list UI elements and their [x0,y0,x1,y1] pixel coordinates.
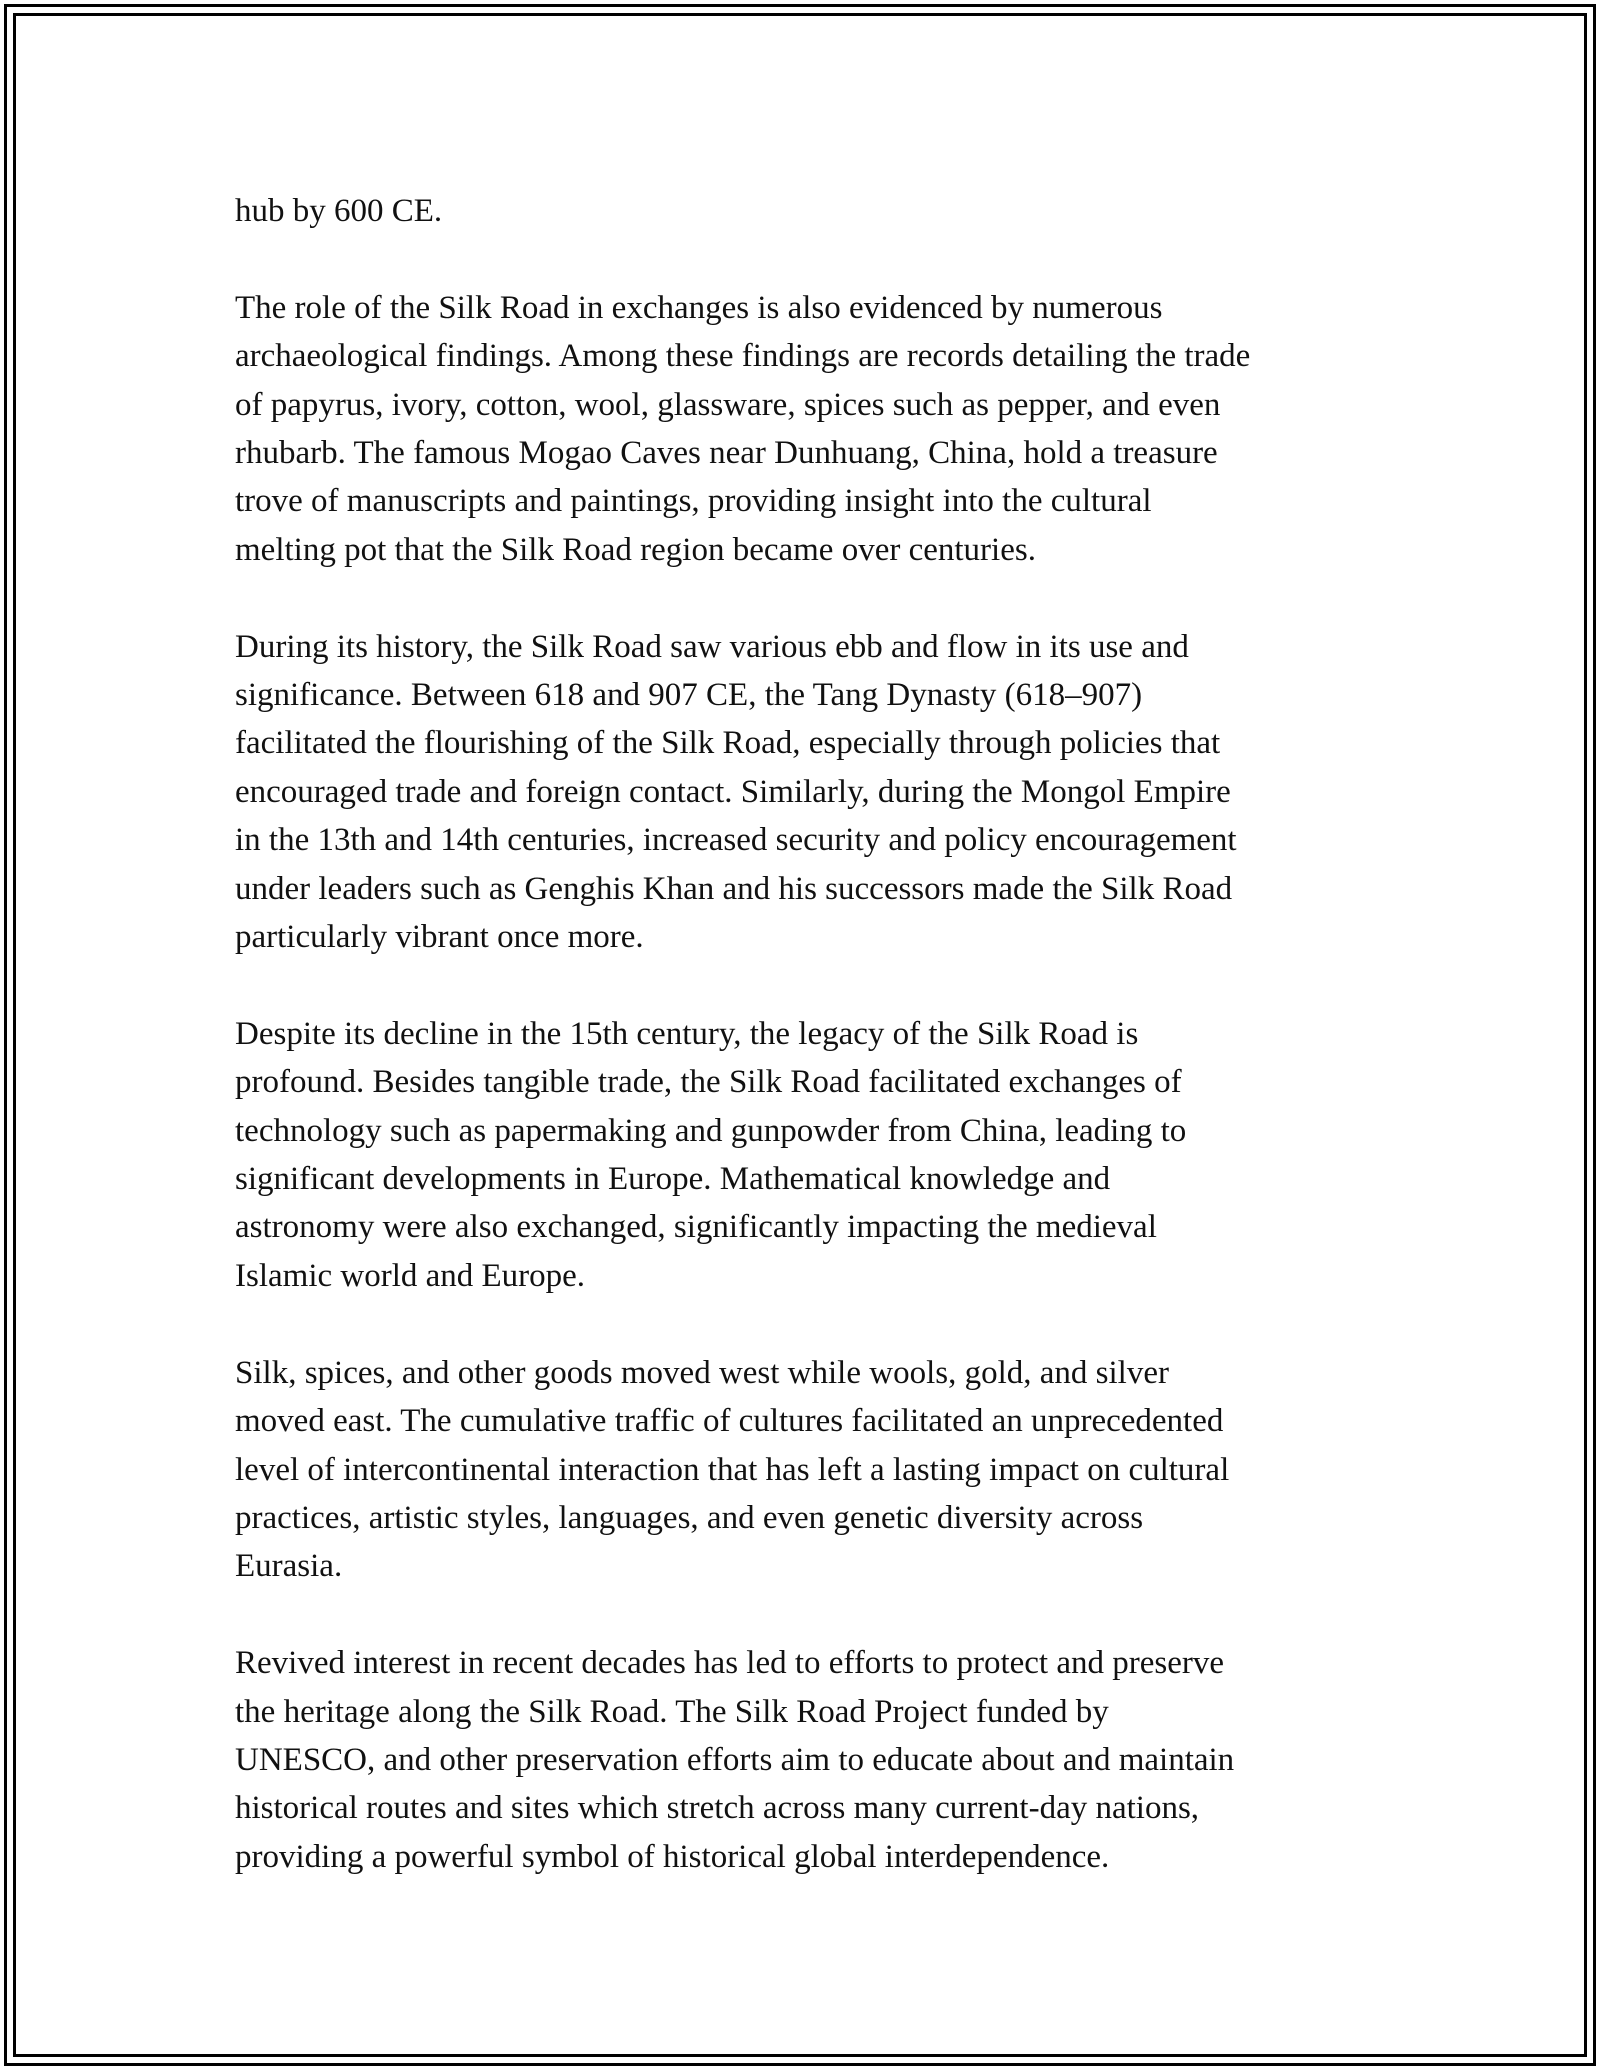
document-body [235,187,1385,1930]
paragraph: hub by 600 CE. [235,193,443,229]
paragraph: Revived interest in recent decades has led to efforts to protect and preserve the heritage along the Silk Road. The Silk Road Project funded by UNESCO, and other preservation efforts aim to educate about and maintain historical routes and sites which stretch across many current-day nations, providing a powerful symbol of historical global interdependence. [235,1645,1235,1875]
paragraph: During its history, the Silk Road saw various ebb and flow in its use and significance. Between 618 and 907 CE, the Tang Dynasty (618–907) facilitated the flourishing of the Silk Road, especially through policies that encouraged trade and foreign contact. Similarly, during the Mongol Empire in the 13th and 14th centuries, increased security and policy encouragement under leaders such as Genghis Khan and his successors made the Silk Road particularly vibrant once more. [235,628,1237,956]
paragraph: Silk, spices, and other goods moved west while wools, gold, and silver moved east. The cumulative traffic of cultures facilitated an unprecedented level of intercontinental interaction that has left a lasting impact on cultural practices, artistic styles, languages, and even genetic diversity across Eurasia. [235,1354,1230,1585]
paragraph: Despite its decline in the 15th century, the legacy of the Silk Road is profound. Besides tangible trade, the Silk Road facilitated exchanges of technology such as papermaking and gunpowder from China, leading to significant developments in Europe. Mathematical knowledge and astronomy were also exchanged, significantly impacting the medieval Islamic world and Europe. [235,1015,1187,1294]
paragraph: The role of the Silk Road in exchanges is also evidenced by numerous archaeological findings. Among these findings are records detailing the trade of papyrus, ivory, cotton, wool, glassware, spices such as pepper, and even rhubarb. The famous Mogao Caves near Dunhuang, China, hold a treasure trove of manuscripts and paintings, providing insight into the cultural melting pot that the Silk Road region became over centuries. [235,289,1251,568]
